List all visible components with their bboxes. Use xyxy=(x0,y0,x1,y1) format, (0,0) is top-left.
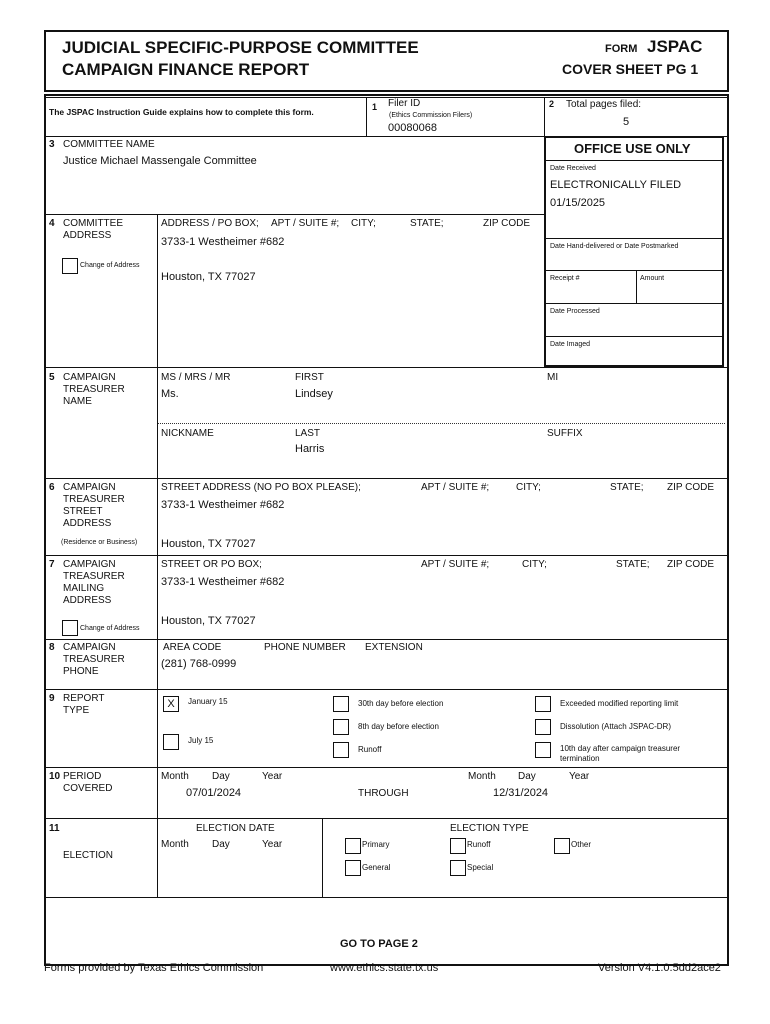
filer-id-value[interactable]: 00080068 xyxy=(388,122,437,134)
section10-num: 10 xyxy=(49,771,61,782)
amount-label: Amount xyxy=(640,275,665,282)
section6-num: 6 xyxy=(49,482,55,493)
pages-label: Total pages filed: xyxy=(566,99,642,110)
last-name-value[interactable]: Harris xyxy=(295,443,325,455)
treasurer-name-label3: NAME xyxy=(63,396,92,407)
through-label: THROUGH xyxy=(358,788,409,799)
change-of-address-checkbox[interactable] xyxy=(62,258,78,274)
footer-url[interactable]: www.ethics.state.tx.us xyxy=(330,962,439,974)
period-from-value[interactable]: 07/01/2024 xyxy=(186,787,242,799)
section11-num: 11 xyxy=(49,823,60,834)
dissolution-checkbox[interactable] xyxy=(535,719,551,735)
report-type-label2: TYPE xyxy=(63,705,90,716)
footer-version: Version V4.1.0.5dd2ace2 xyxy=(598,962,721,974)
general-checkbox[interactable] xyxy=(345,860,361,876)
8th-day-checkbox[interactable] xyxy=(333,719,349,735)
mailing-label1: CAMPAIGN xyxy=(63,559,116,570)
election-month-label: Month xyxy=(161,839,189,850)
mailing-col-state: STATE; xyxy=(616,559,650,570)
period-from-year-label: Year xyxy=(262,771,283,782)
treasurer-name-label1: CAMPAIGN xyxy=(63,372,116,383)
tenth-day-checkbox[interactable] xyxy=(535,742,551,758)
hand-delivered-label: Date Hand-delivered or Date Postmarked xyxy=(550,243,679,250)
committee-name-value[interactable]: Justice Michael Massengale Committee xyxy=(63,155,257,167)
july-15-label: July 15 xyxy=(188,736,214,745)
runoff-election-checkbox[interactable] xyxy=(450,838,466,854)
period-label1: PERIOD xyxy=(63,771,102,782)
exceeded-limit-label: Exceeded modified reporting limit xyxy=(560,699,679,708)
other-checkbox[interactable] xyxy=(554,838,570,854)
date-received-label: Date Received xyxy=(550,165,596,172)
title-line1: JUDICIAL SPECIFIC-PURPOSE COMMITTEE xyxy=(62,38,419,57)
phone-label2: TREASURER xyxy=(63,654,125,665)
mailing-line2[interactable]: Houston, TX 77027 xyxy=(161,615,256,627)
street-label1: CAMPAIGN xyxy=(63,482,116,493)
section9-num: 9 xyxy=(49,693,55,704)
tenth-day-label1: 10th day after campaign treasurer xyxy=(560,744,681,753)
runoff-report-label: Runoff xyxy=(358,745,382,754)
receipt-label: Receipt # xyxy=(550,275,580,282)
address-col-state: STATE; xyxy=(410,218,444,229)
30th-day-label: 30th day before election xyxy=(358,699,444,708)
address-col-city: CITY; xyxy=(351,218,376,229)
date-processed-label: Date Processed xyxy=(550,308,600,315)
runoff-report-checkbox[interactable] xyxy=(333,742,349,758)
period-from-day-label: Day xyxy=(212,771,230,782)
mailing-col-street: STREET OR PO BOX; xyxy=(161,559,262,570)
first-name-value[interactable]: Lindsey xyxy=(295,388,333,400)
pages-num: 2 xyxy=(549,99,555,109)
title-value[interactable]: Ms. xyxy=(161,388,179,400)
filer-num: 1 xyxy=(372,102,378,112)
office-use-title: OFFICE USE ONLY xyxy=(574,141,691,156)
mailing-change-label: Change of Address xyxy=(80,625,140,632)
title-label: MS / MRS / MR xyxy=(161,372,231,383)
street-col-apt: APT / SUITE #; xyxy=(421,482,490,493)
mailing-label3: MAILING xyxy=(63,583,105,594)
mailing-label2: TREASURER xyxy=(63,571,125,582)
last-name-label: LAST xyxy=(295,428,321,439)
street-col-zip: ZIP CODE xyxy=(667,482,715,493)
footer-provided: Forms provided by Texas Ethics Commission xyxy=(44,962,264,974)
mailing-col-apt: APT / SUITE #; xyxy=(421,559,490,570)
mailing-line1[interactable]: 3733-1 Westheimer #682 xyxy=(161,576,285,588)
mailing-col-zip: ZIP CODE xyxy=(667,559,715,570)
section3-num: 3 xyxy=(49,139,55,150)
january-15-label: January 15 xyxy=(188,697,228,706)
election-label: ELECTION xyxy=(63,850,114,861)
filer-id-sub: (Ethics Commission Filers) xyxy=(389,112,473,119)
address-col-apt: APT / SUITE #; xyxy=(271,218,340,229)
other-label: Other xyxy=(571,840,592,849)
form-name: JSPAC xyxy=(647,37,703,56)
30th-day-checkbox[interactable] xyxy=(333,696,349,712)
received-line1: ELECTRONICALLY FILED xyxy=(550,179,682,191)
street-line1[interactable]: 3733-1 Westheimer #682 xyxy=(161,499,285,511)
street-col-state: STATE; xyxy=(610,482,644,493)
form-prefix: FORM xyxy=(605,43,638,55)
primary-checkbox[interactable] xyxy=(345,838,361,854)
address-label1: COMMITTEE xyxy=(63,218,123,229)
phone-number-label: PHONE NUMBER xyxy=(264,642,346,653)
runoff-election-label: Runoff xyxy=(467,840,491,849)
january-15-checkbox[interactable]: X xyxy=(163,696,179,712)
pages-value[interactable]: 5 xyxy=(623,116,630,128)
address-label2: ADDRESS xyxy=(63,230,112,241)
july-15-checkbox[interactable] xyxy=(163,734,179,750)
exceeded-limit-checkbox[interactable] xyxy=(535,696,551,712)
period-to-value[interactable]: 12/31/2024 xyxy=(493,787,549,799)
cover-sheet-label: COVER SHEET PG 1 xyxy=(562,61,699,77)
street-label4: ADDRESS xyxy=(63,518,112,529)
phone-label1: CAMPAIGN xyxy=(63,642,116,653)
suffix-label: SUFFIX xyxy=(547,428,583,439)
general-label: General xyxy=(362,863,391,872)
filer-id-label: Filer ID xyxy=(388,98,421,109)
street-label2: TREASURER xyxy=(63,494,125,505)
special-checkbox[interactable] xyxy=(450,860,466,876)
primary-label: Primary xyxy=(362,840,390,849)
go-to-page-2: GO TO PAGE 2 xyxy=(340,938,418,950)
phone-label3: PHONE xyxy=(63,666,99,677)
report-type-label1: REPORT xyxy=(63,693,105,704)
change-of-address-label: Change of Address xyxy=(80,262,140,269)
street-col-street: STREET ADDRESS (NO PO BOX PLEASE); xyxy=(161,482,361,493)
mailing-col-city: CITY; xyxy=(522,559,547,570)
address-col-zip: ZIP CODE xyxy=(483,218,531,229)
election-type-header: ELECTION TYPE xyxy=(450,823,529,834)
section5-num: 5 xyxy=(49,372,55,383)
8th-day-label: 8th day before election xyxy=(358,722,439,731)
residence-label: (Residence or Business) xyxy=(61,539,138,546)
committee-name-label: COMMITTEE NAME xyxy=(63,139,155,150)
street-line2[interactable]: Houston, TX 77027 xyxy=(161,538,256,550)
committee-address-line1[interactable]: 3733-1 Westheimer #682 xyxy=(161,236,285,248)
street-label3: STREET xyxy=(63,506,103,517)
mailing-change-checkbox[interactable] xyxy=(62,620,78,636)
nickname-label: NICKNAME xyxy=(161,428,214,439)
period-to-day-label: Day xyxy=(518,771,536,782)
first-name-label: FIRST xyxy=(295,372,324,383)
mailing-label4: ADDRESS xyxy=(63,595,112,606)
period-to-year-label: Year xyxy=(569,771,590,782)
tenth-day-label2: termination xyxy=(560,754,600,763)
phone-value[interactable]: (281) 768-0999 xyxy=(161,658,237,670)
section8-num: 8 xyxy=(49,642,55,653)
date-imaged-label: Date Imaged xyxy=(550,341,591,348)
street-col-city: CITY; xyxy=(516,482,541,493)
area-code-label: AREA CODE xyxy=(163,642,222,653)
period-label2: COVERED xyxy=(63,783,113,794)
title-line2: CAMPAIGN FINANCE REPORT xyxy=(62,60,310,79)
dissolution-label: Dissolution (Attach JSPAC-DR) xyxy=(560,722,671,731)
election-year-label: Year xyxy=(262,839,283,850)
guide-text: The JSPAC Instruction Guide explains how to complete this form. xyxy=(49,107,314,117)
election-date-header: ELECTION DATE xyxy=(196,823,275,834)
mi-label: MI xyxy=(547,372,559,383)
election-day-label: Day xyxy=(212,839,230,850)
special-label: Special xyxy=(467,863,494,872)
section7-num: 7 xyxy=(49,559,55,570)
extension-label: EXTENSION xyxy=(365,642,423,653)
committee-address-line2[interactable]: Houston, TX 77027 xyxy=(161,271,256,283)
treasurer-name-label2: TREASURER xyxy=(63,384,125,395)
section4-num: 4 xyxy=(49,218,55,229)
received-line2: 01/15/2025 xyxy=(550,197,606,209)
period-to-month-label: Month xyxy=(468,771,496,782)
address-col-address: ADDRESS / PO BOX; xyxy=(161,218,259,229)
period-from-month-label: Month xyxy=(161,771,189,782)
